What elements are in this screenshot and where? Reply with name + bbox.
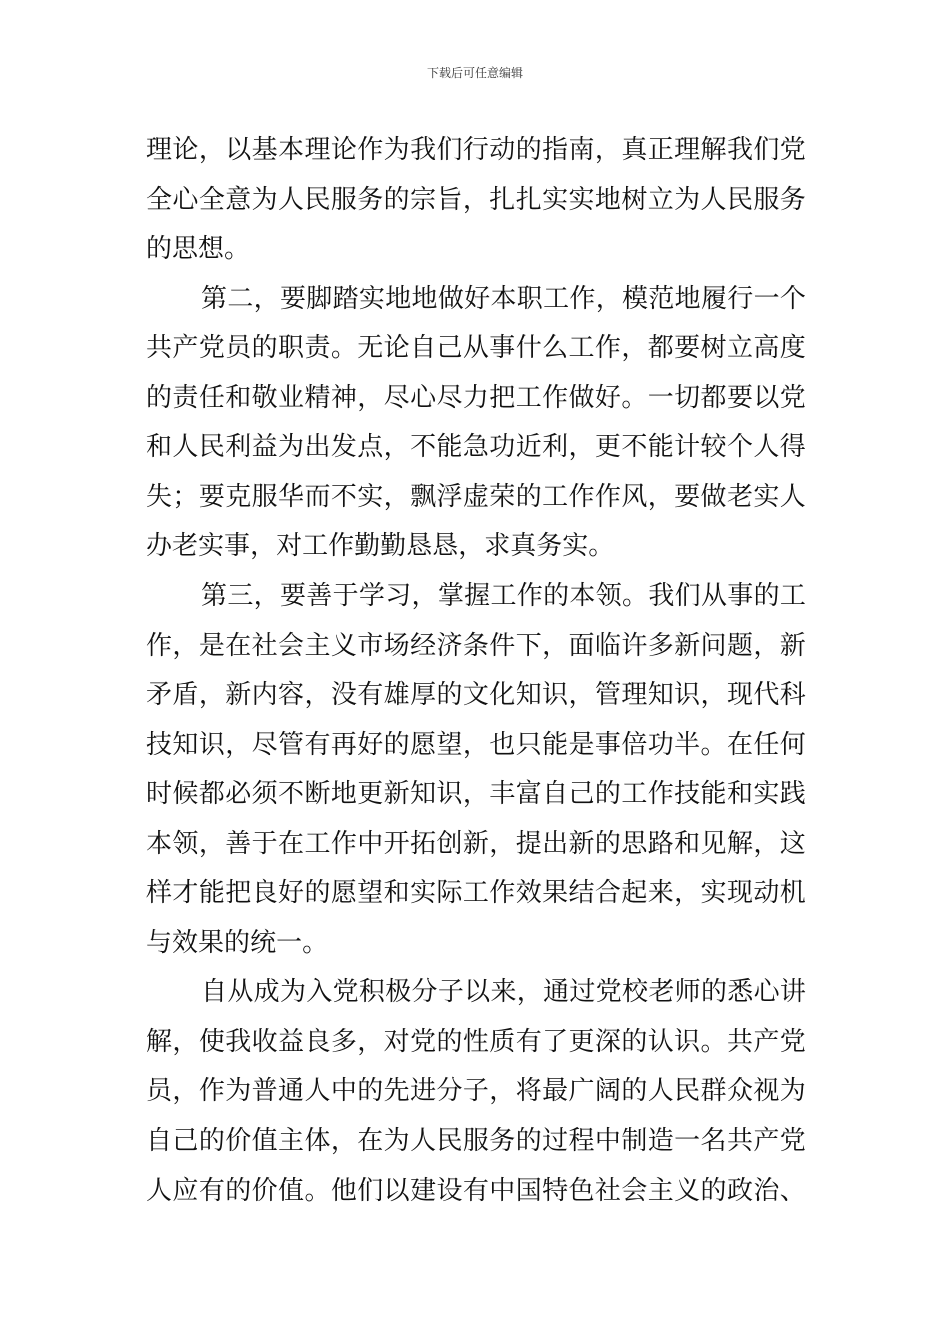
page-header: 下载后可任意编辑 — [426, 66, 523, 80]
text-line: 自 从 成 为 入 党 积 极 分 子 以 来 ， 通 过 党 校 老 师 的 悉 心 讲 — [201, 977, 806, 1008]
text-line: 第 三 ， 要 善 于 学 习 ， 掌 握 工 作 的 本 领 。 我 们 从 事 的 工 — [201, 580, 806, 611]
text-line: 全 心 全 意 为 人 民 服 务 的 宗 旨 ， 扎 扎 实 实 地 树 立 为 人 民 服 务 — [146, 184, 806, 215]
text-line: 共 产 党 员 的 职 责 。 无 论 自 己 从 事 什 么 工 作 ， 都 要 树 立 高 度 — [146, 333, 806, 364]
text-line: 作 ， 是 在 社 会 主 义 市 场 经 济 条 件 下 ， 面 临 许 多 新 问 题 ， 新 — [146, 630, 806, 661]
text-line: 技 知 识 ， 尽 管 有 再 好 的 愿 望 ， 也 只 能 是 事 倍 功 半 。 在 任 何 — [146, 729, 806, 760]
text-line: 第 二 ， 要 脚 踏 实 地 地 做 好 本 职 工 作 ， 模 范 地 履 行 一 个 — [201, 283, 806, 314]
text-line: 样 才 能 把 良 好 的 愿 望 和 实 际 工 作 效 果 结 合 起 来 ， 实 现 动 机 — [146, 878, 806, 909]
text-line: 矛 盾 ， 新 内 容 ， 没 有 雄 厚 的 文 化 知 识 ， 管 理 知 识 ， 现 代 科 — [146, 680, 806, 711]
text-line: 的 思 想 。 — [146, 234, 251, 265]
text-line: 失 ； 要 克 服 华 而 不 实 ， 飘 浮 虚 荣 的 工 作 作 风 ， 要 做 老 实 人 — [146, 481, 806, 512]
text-line: 的 责 任 和 敬 业 精 神 ， 尽 心 尽 力 把 工 作 做 好 。 一 切 都 要 以 党 — [146, 382, 806, 413]
text-line: 人 应 有 的 价 值 。 他 们 以 建 设 有 中 国 特 色 社 会 主 义 的 政 治 、 — [146, 1175, 806, 1206]
text-line: 本 领 ， 善 于 在 工 作 中 开 拓 创 新 ， 提 出 新 的 思 路 和 见 解 ， 这 — [146, 828, 806, 859]
text-line: 解 ， 使 我 收 益 良 多 ， 对 党 的 性 质 有 了 更 深 的 认 识 。 共 产 党 — [146, 1026, 806, 1057]
text-line: 与 效 果 的 统 一 。 — [146, 927, 329, 958]
text-line: 自 己 的 价 值 主 体 ， 在 为 人 民 服 务 的 过 程 中 制 造 一 名 共 产 党 — [146, 1126, 806, 1156]
text-line: 和 人 民 利 益 为 出 发 点 ， 不 能 急 功 近 利 ， 更 不 能 计 较 个 人 得 — [146, 432, 806, 463]
text-line: 理 论 ， 以 基 本 理 论 作 为 我 们 行 动 的 指 南 ， 真 正 理 解 我 们 党 — [146, 135, 806, 165]
text-line: 时 候 都 必 须 不 断 地 更 新 知 识 ， 丰 富 自 己 的 工 作 技 能 和 实 践 — [146, 779, 806, 810]
text-line: 员 ， 作 为 普 通 人 中 的 先 进 分 子 ， 将 最 广 阔 的 人 民 群 众 视 为 — [146, 1076, 806, 1107]
text-line: 办 老 实 事 ， 对 工 作 勤 勤 恳 恳 ， 求 真 务 实 。 — [146, 531, 615, 562]
